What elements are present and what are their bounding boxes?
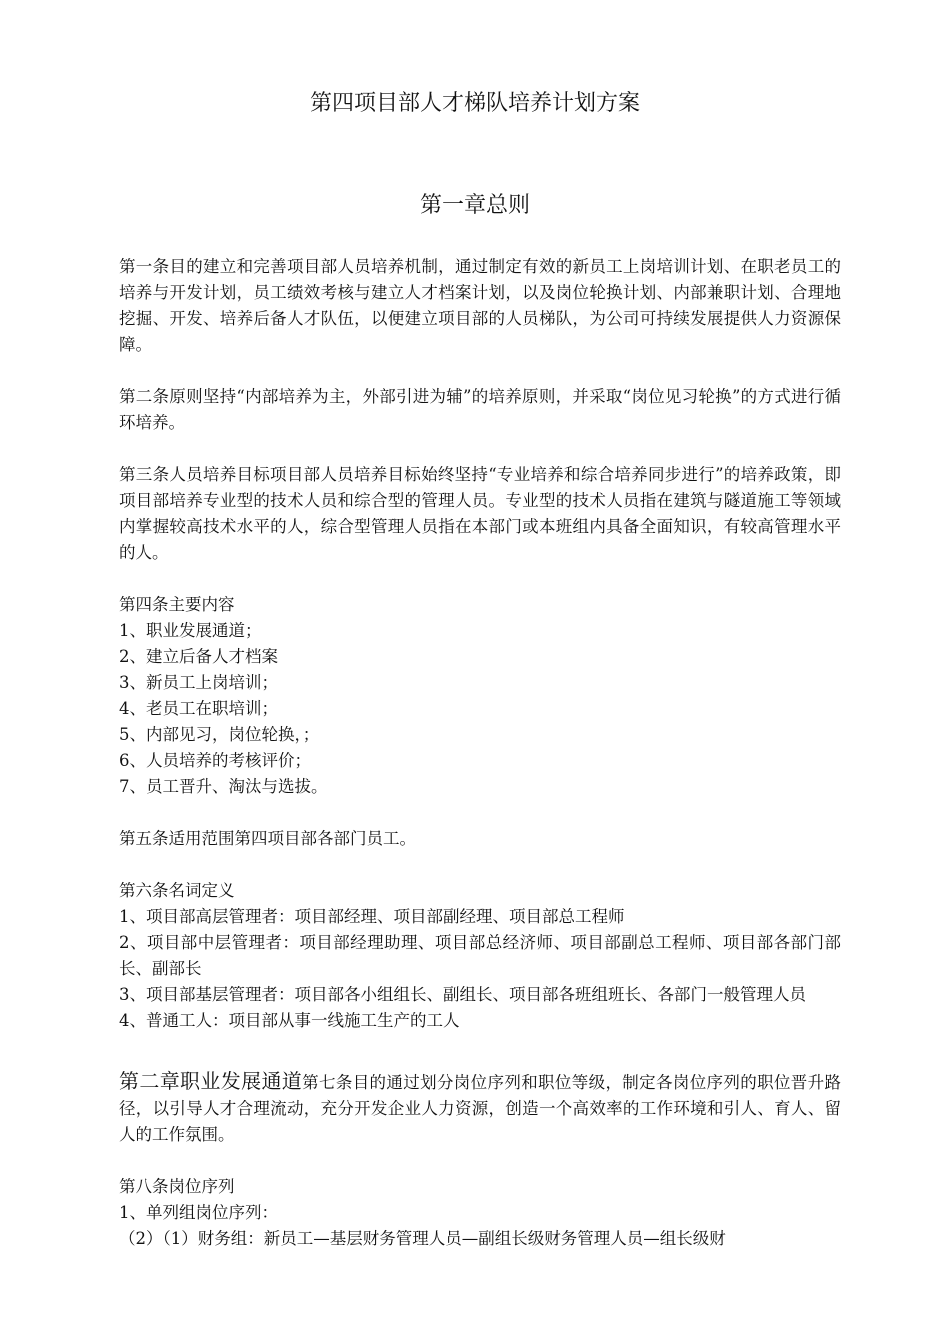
document-title: 第四项目部人才梯队培养计划方案 xyxy=(309,91,640,116)
spacer xyxy=(119,800,841,826)
list-item: 1、单列组岗位序列： xyxy=(119,1203,278,1222)
list-item: 2、建立后备人才档案 xyxy=(119,647,278,666)
spacer xyxy=(119,566,841,592)
spacer xyxy=(119,436,841,462)
article6-heading: 第六条名词定义 xyxy=(119,881,235,900)
spacer xyxy=(119,852,841,878)
list-item: 6、人员培养的考核评价； xyxy=(119,751,311,770)
article4-heading: 第四条主要内容 xyxy=(119,595,235,614)
article3-paragraph: 第三条人员培养目标项目部人员培养目标始终坚持“专业培养和综合培养同步进行”的培养政策，即项目部培养专业型的技术人员和综合型的管理人员。专业型的技术人员指在建筑与隧道施工等领域内掌握较高技术水平的人，综合型管理人员指在本部门或本班组内具备全面知识，有较高管理水平的人。 xyxy=(119,465,841,562)
list-item: 1、职业发展通道； xyxy=(119,621,262,640)
list-item: 3、新员工上岗培训； xyxy=(119,673,278,692)
spacer xyxy=(119,1034,841,1068)
article5-paragraph: 第五条适用范围第四项目部各部门员工。 xyxy=(119,829,416,848)
list-item: 7、员工晋升、淘汰与选拔。 xyxy=(119,777,328,796)
article2-paragraph: 第二条原则坚持“内部培养为主，外部引进为辅”的培养原则，并采取“岗位见习轮换”的方式进行循环培养。 xyxy=(119,387,841,432)
list-item: （2）（1）财务组：新员工—基层财务管理人员—副组长级财务管理人员—组长级财 xyxy=(119,1229,726,1248)
list-item: 4、老员工在职培训； xyxy=(119,699,278,718)
article7-text: 第七条目的通过划分岗位序列和职位等级，制定各岗位序列的职位晋升路径，以引导人才合理流动，充分开发企业人力资源，创造一个高效率的工作环境和引人、育人、留人的工作氛围。 xyxy=(119,1073,842,1144)
list-item: 5、内部见习，岗位轮换，； xyxy=(119,725,320,744)
article7-paragraph xyxy=(119,1068,841,1148)
list-item: 1、项目部高层管理者：项目部经理、项目部副经理、项目部总工程师 xyxy=(119,907,625,926)
article1-paragraph: 第一条目的建立和完善项目部人员培养机制，通过制定有效的新员工上岗培训计划、在职老员工的培养与开发计划，员工绩效考核与建立人才档案计划，以及岗位轮换计划、内部兼职计划、合理地挖掘、开发、培养后备人才队伍，以便建立项目部的人员梯队，为公司可持续发展提供人力资源保障。 xyxy=(119,257,841,354)
article8-heading: 第八条岗位序列 xyxy=(119,1177,235,1196)
list-item: 2、项目部中层管理者：项目部经理助理、项目部总经济师、项目部副总工程师、项目部各部门部长、副部长 xyxy=(119,933,841,978)
chapter2-heading: 第二章职业发展通道 xyxy=(119,1069,303,1093)
chapter1-heading: 第一章总则 xyxy=(419,193,530,218)
spacer xyxy=(119,1148,841,1174)
list-item: 4、普通工人：项目部从事一线施工生产的工人 xyxy=(119,1011,460,1030)
list-item: 3、项目部基层管理者：项目部各小组组长、副组长、项目部各班组班长、各部门一般管理人员 xyxy=(119,985,806,1004)
document-body xyxy=(119,254,841,1252)
spacer xyxy=(119,358,841,384)
